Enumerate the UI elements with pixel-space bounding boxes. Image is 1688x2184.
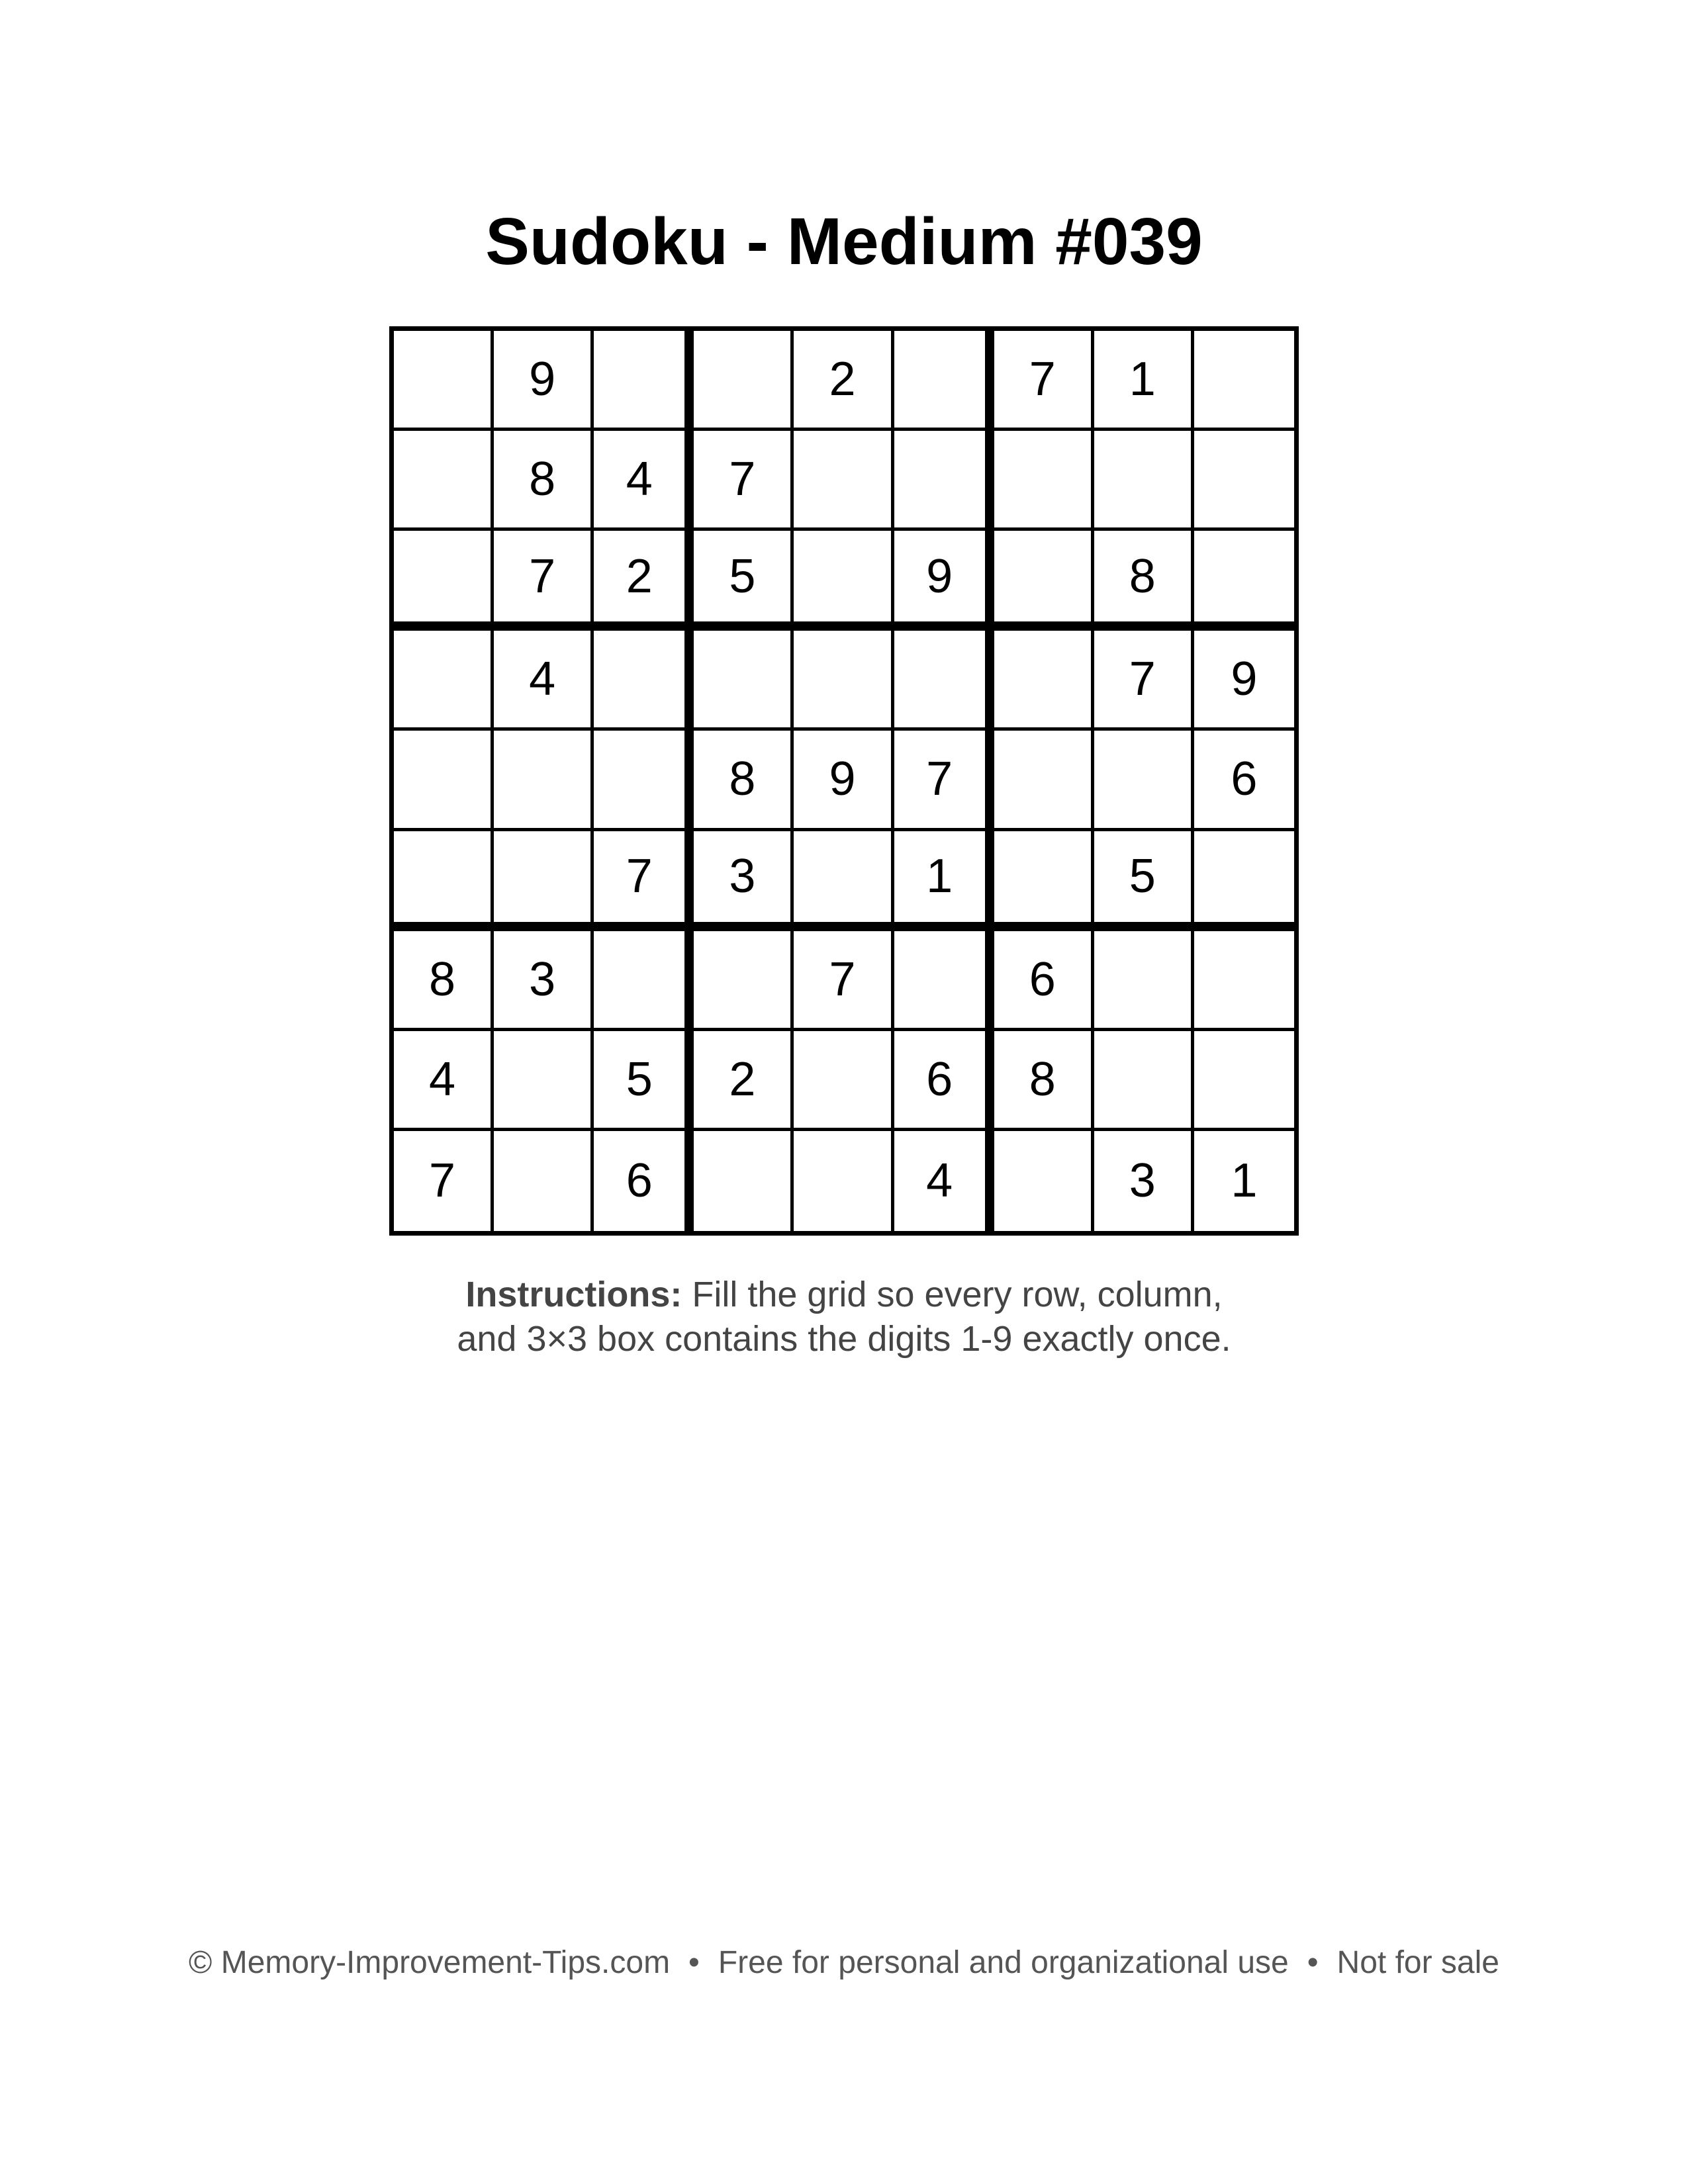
footer-separator: • [688, 1945, 700, 1980]
given-cell: 5 [594, 1031, 694, 1131]
empty-cell[interactable] [994, 1131, 1094, 1231]
empty-cell[interactable] [694, 931, 794, 1031]
sudoku-grid [389, 326, 1299, 1236]
given-cell: 3 [694, 831, 794, 931]
empty-cell[interactable] [394, 531, 494, 631]
empty-cell[interactable] [894, 431, 994, 531]
empty-cell[interactable] [594, 731, 694, 831]
given-cell: 4 [494, 631, 594, 731]
empty-cell[interactable] [994, 531, 1094, 631]
footer [0, 1943, 1688, 1983]
given-cell: 2 [594, 531, 694, 631]
instructions-text-1: Fill the grid so every row, column, [692, 1275, 1223, 1314]
instructions-line-1 [0, 1273, 1688, 1317]
empty-cell[interactable] [894, 631, 994, 731]
instructions-label: Instructions: [465, 1275, 682, 1314]
given-cell: 5 [1094, 831, 1194, 931]
given-cell: 7 [1094, 631, 1194, 731]
empty-cell[interactable] [494, 731, 594, 831]
empty-cell[interactable] [494, 1031, 594, 1131]
empty-cell[interactable] [994, 831, 1094, 931]
given-cell: 5 [694, 531, 794, 631]
given-cell: 8 [494, 431, 594, 531]
given-cell: 7 [394, 1131, 494, 1231]
given-cell: 6 [1194, 731, 1294, 831]
empty-cell[interactable] [994, 431, 1094, 531]
empty-cell[interactable] [394, 631, 494, 731]
given-cell: 2 [694, 1031, 794, 1131]
given-cell: 1 [1094, 331, 1194, 431]
empty-cell[interactable] [694, 1131, 794, 1231]
empty-cell[interactable] [394, 831, 494, 931]
given-cell: 3 [494, 931, 594, 1031]
given-cell: 1 [894, 831, 994, 931]
given-cell: 8 [1094, 531, 1194, 631]
given-cell: 7 [894, 731, 994, 831]
instructions [0, 1273, 1688, 1361]
given-cell: 8 [994, 1031, 1094, 1131]
given-cell: 7 [694, 431, 794, 531]
given-cell: 7 [594, 831, 694, 931]
given-cell: 9 [494, 331, 594, 431]
empty-cell[interactable] [1194, 431, 1294, 531]
footer-copyright: © Memory-Improvement-Tips.com [189, 1945, 671, 1980]
given-cell: 1 [1231, 1154, 1258, 1208]
given-cell: 9 [894, 531, 994, 631]
empty-cell[interactable] [1194, 931, 1294, 1031]
given-cell: 7 [794, 931, 894, 1031]
empty-cell[interactable] [1194, 531, 1294, 631]
empty-cell[interactable] [594, 631, 694, 731]
empty-cell[interactable] [1094, 931, 1194, 1031]
given-cell: 7 [994, 331, 1094, 431]
given-cell: 4 [894, 1131, 994, 1231]
empty-cell[interactable] [494, 831, 594, 931]
puzzle-title: Sudoku - Medium #039 [485, 205, 1203, 279]
empty-cell[interactable] [1194, 1031, 1294, 1131]
empty-cell[interactable] [794, 431, 894, 531]
empty-cell[interactable] [694, 631, 794, 731]
empty-cell[interactable] [1194, 831, 1294, 931]
given-cell: 6 [994, 931, 1094, 1031]
empty-cell[interactable] [994, 631, 1094, 731]
given-cell: 6 [594, 1131, 694, 1231]
empty-cell[interactable] [1094, 1031, 1194, 1131]
empty-cell[interactable] [994, 731, 1094, 831]
empty-cell[interactable] [794, 1131, 894, 1231]
given-cell: 2 [794, 331, 894, 431]
given-cell: 8 [694, 731, 794, 831]
given-cell: 6 [894, 1031, 994, 1131]
empty-cell[interactable] [794, 531, 894, 631]
given-cell: 9 [794, 731, 894, 831]
given-cell: 8 [394, 931, 494, 1031]
empty-cell[interactable] [794, 831, 894, 931]
empty-cell[interactable] [1194, 331, 1294, 431]
empty-cell[interactable] [894, 931, 994, 1031]
footer-sale: Not for sale [1336, 1945, 1499, 1980]
instructions-line-2: and 3×3 box contains the digits 1-9 exactly once. [457, 1319, 1231, 1359]
given-cell: 9 [1194, 631, 1294, 731]
empty-cell[interactable] [394, 731, 494, 831]
given-cell: 3 [1094, 1131, 1194, 1231]
given-cell: 4 [594, 431, 694, 531]
empty-cell[interactable] [394, 431, 494, 531]
footer-license: Free for personal and organizational use [718, 1945, 1289, 1980]
empty-cell[interactable] [594, 931, 694, 1031]
empty-cell[interactable] [494, 1131, 594, 1231]
given-cell: 4 [394, 1031, 494, 1131]
empty-cell[interactable] [1094, 431, 1194, 531]
empty-cell[interactable] [894, 331, 994, 431]
empty-cell[interactable] [394, 331, 494, 431]
empty-cell[interactable] [594, 331, 694, 431]
empty-cell[interactable] [1094, 731, 1194, 831]
footer-separator: • [1307, 1945, 1319, 1980]
empty-cell[interactable] [694, 331, 794, 431]
empty-cell[interactable] [794, 631, 894, 731]
given-cell: 7 [494, 531, 594, 631]
empty-cell[interactable] [794, 1031, 894, 1131]
